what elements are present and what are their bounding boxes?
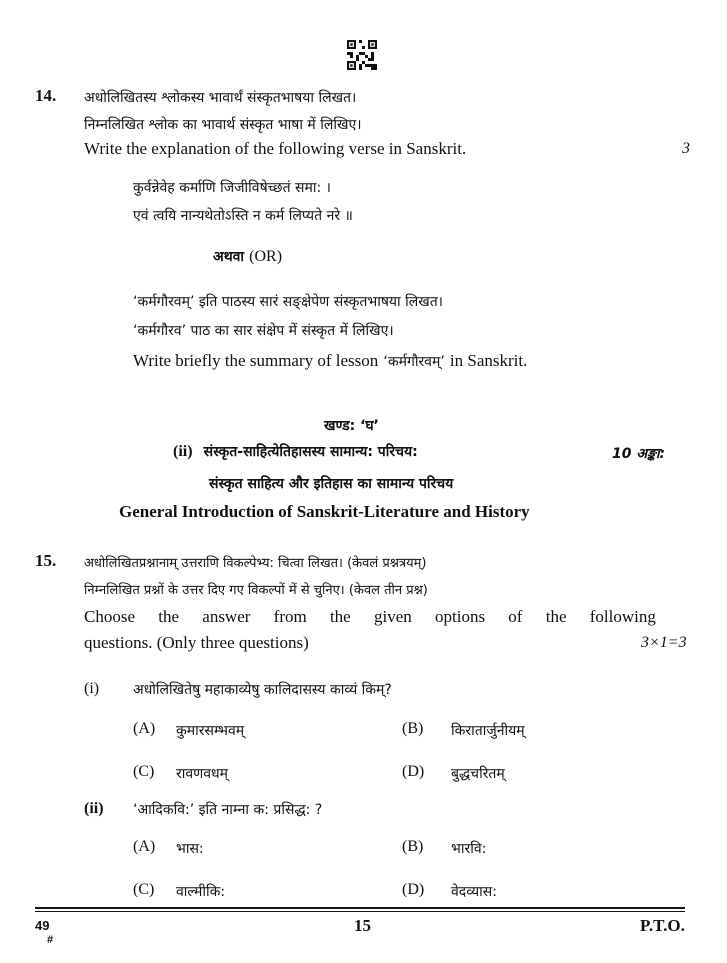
section-subheading bbox=[173, 441, 418, 461]
q15-part-question: ‘आदिकवि:’ इति नाम्ना क: प्रसिद्ध: ? bbox=[133, 802, 323, 818]
q14-alt-english-pre: Write briefly the summary of lesson bbox=[133, 351, 379, 370]
option-label: (C) bbox=[133, 881, 155, 898]
option-label: (A) bbox=[133, 720, 156, 737]
q15-line-english-2: questions. (Only three questions) bbox=[84, 633, 309, 652]
section-khand: खण्ड: ‘घ’ bbox=[324, 418, 379, 434]
q14-marks: 3 bbox=[682, 140, 690, 157]
q14-alt-sanskrit: ‘कर्मगौरवम्’ इति पाठस्य सारं सङ्क्षेपेण संस्कृतभाषया लिखत। bbox=[133, 294, 443, 310]
pto-label: P.T.O. bbox=[640, 916, 685, 935]
q14-alt-english bbox=[133, 351, 527, 371]
q14-line-english: Write the explanation of the following verse in Sanskrit. bbox=[84, 139, 467, 158]
option-text[interactable]: बुद्धचरितम् bbox=[451, 766, 505, 782]
q15-line-sanskrit: अधोलिखितप्रश्नानाम् उत्तराणि विकल्पेभ्य: चित्वा लिखत। (केवलं प्रश्नत्रयम्) bbox=[84, 556, 427, 571]
page-number: 15 bbox=[354, 916, 371, 935]
q14-alt-english-post: in Sanskrit. bbox=[449, 351, 528, 370]
footer-code: 49 bbox=[35, 918, 50, 933]
option-label: (A) bbox=[133, 838, 156, 855]
qr-code-icon bbox=[347, 40, 377, 70]
option-label: (B) bbox=[402, 720, 424, 737]
q14-or-hindi: अथवा bbox=[213, 249, 245, 265]
q14-or-english: (OR) bbox=[249, 248, 283, 265]
option-label: (D) bbox=[402, 881, 425, 898]
q15-part-label: (i) bbox=[84, 680, 100, 697]
q15-number: 15. bbox=[35, 551, 57, 570]
option-text[interactable]: कुमारसम्भवम् bbox=[176, 723, 245, 739]
q14-alt-english-lesson: ‘कर्मगौरवम्’ bbox=[383, 354, 445, 370]
option-text[interactable]: वाल्मीकि: bbox=[176, 884, 226, 900]
option-text[interactable]: किरातार्जुनीयम् bbox=[451, 723, 525, 739]
q14-line-hindi: निम्नलिखित श्लोक का भावार्थ संस्कृत भाषा में लिखिए। bbox=[84, 117, 362, 133]
footer-rule-thin bbox=[35, 911, 685, 912]
option-label: (D) bbox=[402, 763, 425, 780]
footer-rule-thick bbox=[35, 907, 685, 909]
q14-or bbox=[213, 246, 282, 266]
section-title-english: General Introduction of Sanskrit-Literature and History bbox=[119, 502, 530, 521]
option-text[interactable]: भास: bbox=[176, 841, 204, 857]
q15-marks: 3×1=3 bbox=[641, 634, 687, 651]
q14-alt-hindi: ‘कर्मगौरव’ पाठ का सार संक्षेप में संस्कृत में लिखिए। bbox=[133, 323, 394, 339]
q14-number: 14. bbox=[35, 86, 57, 105]
option-label: (C) bbox=[133, 763, 155, 780]
q15-line-hindi: निम्नलिखित प्रश्नों के उत्तर दिए गए विकल्पों में से चुनिए। (केवल तीन प्रश्न) bbox=[84, 583, 428, 598]
section-sub-title: संस्कृत-साहित्येतिहासस्य सामान्य: परिचय: bbox=[203, 444, 418, 460]
section-sub-marks: 10 अङ्का: bbox=[612, 446, 666, 462]
footer-hash: # bbox=[47, 934, 54, 946]
option-text[interactable]: वेदव्यास: bbox=[451, 884, 497, 900]
q14-verse-line1: कुर्वन्नेवेह कर्माणि जिजीविषेच्छतं समा: । bbox=[133, 180, 331, 196]
option-text[interactable]: भारवि: bbox=[451, 841, 487, 857]
q15-part-question: अधोलिखितेषु महाकाव्येषु कालिदासस्य काव्यं किम्? bbox=[133, 682, 392, 698]
q15-part-label: (ii) bbox=[84, 800, 104, 817]
section-sub-label: (ii) bbox=[173, 443, 193, 460]
q14-line-sanskrit: अधोलिखितस्य श्लोकस्य भावार्थं संस्कृतभाषया लिखत। bbox=[84, 90, 357, 106]
option-label: (B) bbox=[402, 838, 424, 855]
q14-verse-line2: एवं त्वयि नान्यथेतोऽस्ति न कर्म लिप्यते नरे ॥ bbox=[133, 208, 353, 224]
option-text[interactable]: रावणवधम् bbox=[176, 766, 229, 782]
q15-line-english-1: Choose the answer from the given options of the following bbox=[84, 607, 656, 626]
section-title-hindi: संस्कृत साहित्य और इतिहास का सामान्य परिचय bbox=[209, 476, 454, 492]
